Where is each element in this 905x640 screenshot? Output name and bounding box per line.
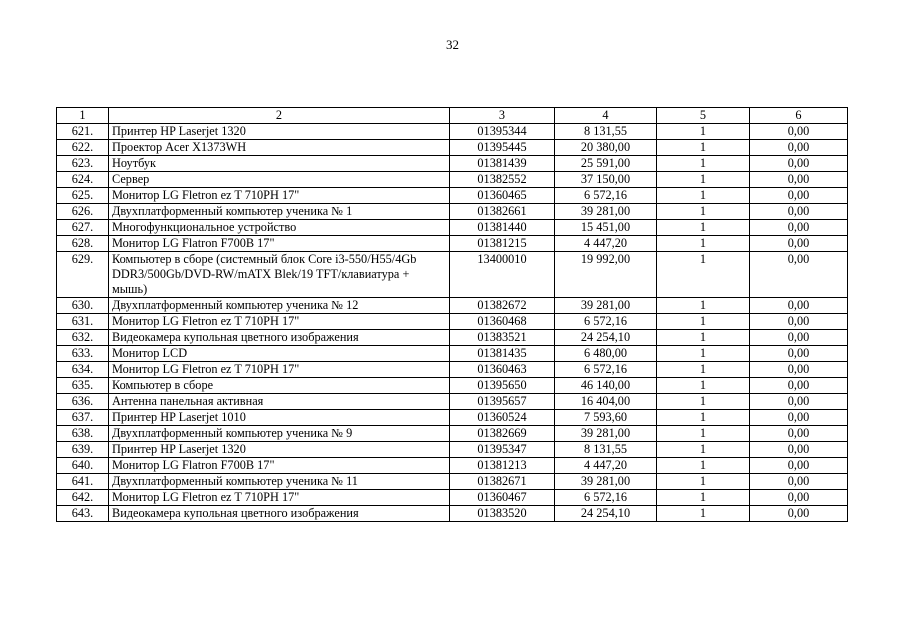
table-row — [57, 314, 848, 330]
item-name-cell: Принтер HP Laserjet 1010 — [109, 410, 450, 426]
residual-value-cell: 0,00 — [750, 506, 848, 522]
residual-value-cell: 0,00 — [750, 394, 848, 410]
row-number-cell: 631. — [57, 314, 109, 330]
residual-value-cell: 0,00 — [750, 156, 848, 172]
inventory-number-cell: 01381435 — [450, 346, 555, 362]
quantity-cell: 1 — [657, 220, 750, 236]
table-row — [57, 458, 848, 474]
cost-cell: 8 131,55 — [555, 124, 657, 140]
quantity-cell: 1 — [657, 236, 750, 252]
inventory-number-cell: 01381440 — [450, 220, 555, 236]
column-header: 1 — [57, 108, 109, 124]
inventory-number-cell: 01360468 — [450, 314, 555, 330]
inventory-number-cell: 01395445 — [450, 140, 555, 156]
inventory-number-cell: 01381213 — [450, 458, 555, 474]
residual-value-cell: 0,00 — [750, 140, 848, 156]
table-row — [57, 156, 848, 172]
item-name-cell: Двухплатформенный компьютер ученика № 12 — [109, 298, 450, 314]
column-header: 3 — [450, 108, 555, 124]
quantity-cell: 1 — [657, 426, 750, 442]
inventory-number-cell: 01382552 — [450, 172, 555, 188]
item-name-cell: Сервер — [109, 172, 450, 188]
cost-cell: 6 572,16 — [555, 490, 657, 506]
table-row — [57, 378, 848, 394]
table-row — [57, 426, 848, 442]
row-number-cell: 635. — [57, 378, 109, 394]
row-number-cell: 636. — [57, 394, 109, 410]
inventory-number-cell: 01360465 — [450, 188, 555, 204]
quantity-cell: 1 — [657, 442, 750, 458]
table-row — [57, 172, 848, 188]
cost-cell: 20 380,00 — [555, 140, 657, 156]
table-row — [57, 330, 848, 346]
table-row — [57, 442, 848, 458]
cost-cell: 24 254,10 — [555, 506, 657, 522]
inventory-number-cell: 01360524 — [450, 410, 555, 426]
inventory-number-cell: 01383521 — [450, 330, 555, 346]
table-body — [57, 124, 848, 522]
row-number-cell: 632. — [57, 330, 109, 346]
cost-cell: 8 131,55 — [555, 442, 657, 458]
item-name-cell: Монитор LG Flatron F700B 17" — [109, 236, 450, 252]
table-row — [57, 236, 848, 252]
quantity-cell: 1 — [657, 330, 750, 346]
quantity-cell: 1 — [657, 474, 750, 490]
row-number-cell: 628. — [57, 236, 109, 252]
page-number: 32 — [446, 37, 459, 52]
table-header-row — [57, 108, 848, 124]
table-row — [57, 252, 848, 298]
item-name-cell: Монитор LG Fletron ez T 710PH 17" — [109, 314, 450, 330]
residual-value-cell: 0,00 — [750, 474, 848, 490]
item-name-cell: Компьютер в сборе — [109, 378, 450, 394]
inventory-number-cell: 01381439 — [450, 156, 555, 172]
quantity-cell: 1 — [657, 378, 750, 394]
table-row — [57, 506, 848, 522]
inventory-number-cell: 01382661 — [450, 204, 555, 220]
residual-value-cell: 0,00 — [750, 458, 848, 474]
column-header: 4 — [555, 108, 657, 124]
item-name-cell: Монитор LCD — [109, 346, 450, 362]
row-number-cell: 634. — [57, 362, 109, 378]
residual-value-cell: 0,00 — [750, 220, 848, 236]
residual-value-cell: 0,00 — [750, 426, 848, 442]
residual-value-cell: 0,00 — [750, 330, 848, 346]
inventory-number-cell: 01360463 — [450, 362, 555, 378]
residual-value-cell: 0,00 — [750, 252, 848, 298]
inventory-table — [56, 107, 848, 522]
residual-value-cell: 0,00 — [750, 346, 848, 362]
residual-value-cell: 0,00 — [750, 204, 848, 220]
row-number-cell: 625. — [57, 188, 109, 204]
residual-value-cell: 0,00 — [750, 124, 848, 140]
item-name-cell: Двухплатформенный компьютер ученика № 1 — [109, 204, 450, 220]
row-number-cell: 621. — [57, 124, 109, 140]
row-number-cell: 641. — [57, 474, 109, 490]
table-row — [57, 490, 848, 506]
row-number-cell: 633. — [57, 346, 109, 362]
quantity-cell: 1 — [657, 362, 750, 378]
inventory-number-cell: 01381215 — [450, 236, 555, 252]
table-row — [57, 140, 848, 156]
row-number-cell: 630. — [57, 298, 109, 314]
residual-value-cell: 0,00 — [750, 236, 848, 252]
cost-cell: 16 404,00 — [555, 394, 657, 410]
row-number-cell: 643. — [57, 506, 109, 522]
column-header: 5 — [657, 108, 750, 124]
cost-cell: 15 451,00 — [555, 220, 657, 236]
item-name-cell: Проектор Acer X1373WH — [109, 140, 450, 156]
table-row — [57, 410, 848, 426]
residual-value-cell: 0,00 — [750, 490, 848, 506]
quantity-cell: 1 — [657, 156, 750, 172]
cost-cell: 7 593,60 — [555, 410, 657, 426]
inventory-number-cell: 01395657 — [450, 394, 555, 410]
row-number-cell: 639. — [57, 442, 109, 458]
item-name-cell: Многофункциональное устройство — [109, 220, 450, 236]
row-number-cell: 626. — [57, 204, 109, 220]
inventory-number-cell: 01383520 — [450, 506, 555, 522]
item-name-cell: Монитор LG Fletron ez T 710PH 17" — [109, 362, 450, 378]
table-row — [57, 362, 848, 378]
inventory-number-cell: 01382672 — [450, 298, 555, 314]
table-row — [57, 298, 848, 314]
quantity-cell: 1 — [657, 252, 750, 298]
column-header: 6 — [750, 108, 848, 124]
cost-cell: 39 281,00 — [555, 426, 657, 442]
inventory-number-cell: 01382669 — [450, 426, 555, 442]
item-name-cell: Монитор LG Fletron ez T 710PH 17" — [109, 490, 450, 506]
inventory-number-cell: 01382671 — [450, 474, 555, 490]
inventory-number-cell: 01360467 — [450, 490, 555, 506]
cost-cell: 39 281,00 — [555, 298, 657, 314]
table-row — [57, 394, 848, 410]
quantity-cell: 1 — [657, 124, 750, 140]
cost-cell: 4 447,20 — [555, 458, 657, 474]
table-row — [57, 346, 848, 362]
table-row — [57, 124, 848, 140]
row-number-cell: 640. — [57, 458, 109, 474]
item-name-cell: Монитор LG Flatron F700B 17" — [109, 458, 450, 474]
residual-value-cell: 0,00 — [750, 378, 848, 394]
cost-cell: 46 140,00 — [555, 378, 657, 394]
inventory-number-cell: 13400010 — [450, 252, 555, 298]
quantity-cell: 1 — [657, 490, 750, 506]
row-number-cell: 642. — [57, 490, 109, 506]
cost-cell: 4 447,20 — [555, 236, 657, 252]
quantity-cell: 1 — [657, 204, 750, 220]
quantity-cell: 1 — [657, 458, 750, 474]
cost-cell: 39 281,00 — [555, 474, 657, 490]
residual-value-cell: 0,00 — [750, 314, 848, 330]
item-name-cell: Ноутбук — [109, 156, 450, 172]
row-number-cell: 629. — [57, 252, 109, 298]
cost-cell: 6 572,16 — [555, 314, 657, 330]
item-name-cell: Двухплатформенный компьютер ученика № 11 — [109, 474, 450, 490]
column-header: 2 — [109, 108, 450, 124]
quantity-cell: 1 — [657, 410, 750, 426]
item-name-cell: Видеокамера купольная цветного изображения — [109, 506, 450, 522]
table-row — [57, 220, 848, 236]
quantity-cell: 1 — [657, 506, 750, 522]
residual-value-cell: 0,00 — [750, 442, 848, 458]
item-name-cell: Двухплатформенный компьютер ученика № 9 — [109, 426, 450, 442]
residual-value-cell: 0,00 — [750, 362, 848, 378]
residual-value-cell: 0,00 — [750, 298, 848, 314]
cost-cell: 39 281,00 — [555, 204, 657, 220]
item-name-cell: Принтер HP Laserjet 1320 — [109, 124, 450, 140]
quantity-cell: 1 — [657, 140, 750, 156]
cost-cell: 25 591,00 — [555, 156, 657, 172]
residual-value-cell: 0,00 — [750, 410, 848, 426]
table-row — [57, 474, 848, 490]
quantity-cell: 1 — [657, 346, 750, 362]
cost-cell: 24 254,10 — [555, 330, 657, 346]
residual-value-cell: 0,00 — [750, 188, 848, 204]
row-number-cell: 638. — [57, 426, 109, 442]
quantity-cell: 1 — [657, 172, 750, 188]
cost-cell: 6 572,16 — [555, 362, 657, 378]
cost-cell: 6 480,00 — [555, 346, 657, 362]
item-name-cell: Принтер HP Laserjet 1320 — [109, 442, 450, 458]
row-number-cell: 637. — [57, 410, 109, 426]
quantity-cell: 1 — [657, 314, 750, 330]
item-name-cell: Компьютер в сборе (системный блок Core i3-550/H55/4Gb DDR3/500Gb/DVD-RW/mATX Blek/19 TFT/клавиатура + мышь) — [109, 252, 450, 298]
item-name-cell: Монитор LG Fletron ez T 710PH 17" — [109, 188, 450, 204]
inventory-number-cell: 01395344 — [450, 124, 555, 140]
row-number-cell: 627. — [57, 220, 109, 236]
cost-cell: 37 150,00 — [555, 172, 657, 188]
cost-cell: 6 572,16 — [555, 188, 657, 204]
row-number-cell: 622. — [57, 140, 109, 156]
inventory-number-cell: 01395347 — [450, 442, 555, 458]
row-number-cell: 624. — [57, 172, 109, 188]
quantity-cell: 1 — [657, 298, 750, 314]
residual-value-cell: 0,00 — [750, 172, 848, 188]
table-row — [57, 188, 848, 204]
quantity-cell: 1 — [657, 188, 750, 204]
quantity-cell: 1 — [657, 394, 750, 410]
row-number-cell: 623. — [57, 156, 109, 172]
inventory-number-cell: 01395650 — [450, 378, 555, 394]
item-name-cell: Антенна панельная активная — [109, 394, 450, 410]
table-row — [57, 204, 848, 220]
item-name-cell: Видеокамера купольная цветного изображения — [109, 330, 450, 346]
cost-cell: 19 992,00 — [555, 252, 657, 298]
